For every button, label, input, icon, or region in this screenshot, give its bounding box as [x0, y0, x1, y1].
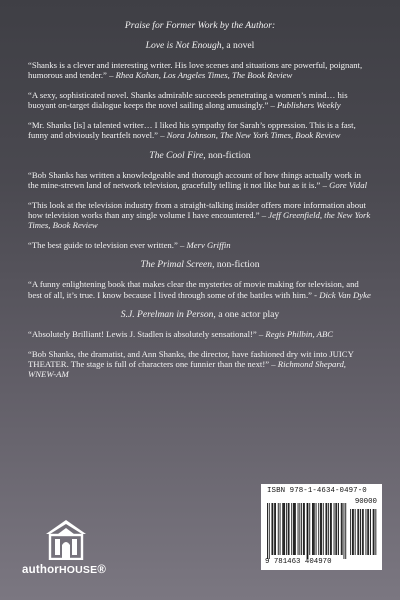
publisher-logo [22, 518, 112, 588]
barcode-addon-bar [374, 509, 375, 555]
barcode-addon-bar [373, 509, 374, 555]
isbn-number: ISBN 978-1-4634-0497-0 [267, 487, 367, 495]
barcode-bar [267, 503, 268, 559]
quote-text: “This look at the television industry from a straight-talking insider offers more information about how television works than any single volume I have encountered.” – [28, 199, 366, 220]
barcode-bar [328, 503, 329, 555]
barcode-addon-bar [375, 509, 376, 555]
barcode-addon-bar [350, 509, 351, 555]
barcode-bar [294, 503, 295, 555]
barcode-bar [282, 503, 283, 555]
section-title [28, 150, 372, 161]
quote-text: “Bob Shanks has written a knowledgeable and thorough account of how things actually work in the mine-strewn land of network television, gracefully telling it not like but as it is.” – [28, 169, 361, 191]
review-quote [28, 279, 372, 300]
quote-text: “Mr. Shanks [is] a talented writer… I liked his sympathy for Sarah’s oppression. This is a fast, funny and obviously heartfelt novel.” – [28, 119, 356, 141]
barcode-bar [275, 503, 276, 555]
quote-source: Gore Vidal [329, 180, 367, 191]
quote-source: Nora Johnson, The New York Times, Book Review [166, 130, 341, 141]
quote-text: “Shanks is a clever and interesting writer. His love scenes and situations are powerful, poignant, humorous and tender.” – [28, 60, 363, 81]
barcode-addon-bar [362, 509, 363, 555]
review-quote [28, 329, 372, 339]
barcode-bar [326, 503, 327, 555]
barcode-bar [336, 503, 337, 555]
barcode-bars [267, 497, 379, 559]
work-type: , non-fiction [203, 149, 251, 161]
work-title: S.J. Perelman in Person [120, 309, 214, 321]
barcode-bar [308, 503, 309, 559]
barcode-bar [299, 503, 300, 555]
barcode-bar [295, 503, 296, 555]
barcode-bar [272, 503, 273, 555]
review-quote [28, 200, 372, 231]
barcode-bar [309, 503, 310, 555]
work-title: Love is Not Enough [145, 40, 222, 51]
barcode-bar [278, 503, 279, 555]
barcode-addon-bar [363, 509, 364, 555]
authorhouse-logo-icon [44, 518, 88, 560]
quote-source: Regis Philbin, ABC [265, 329, 334, 340]
barcode-bar [291, 503, 292, 555]
quote-source: Richmond Shepard, WNEW-AM [28, 359, 346, 380]
barcode-addon-bar [370, 509, 371, 555]
barcode-addon-bar [367, 509, 368, 555]
quote-source: Publishers Weekly [276, 100, 341, 111]
section-title [28, 259, 372, 270]
barcode-bar [344, 503, 345, 559]
quote-text: “A sexy, sophisticated novel. Shanks admirable succeeds penetrating a women’s mind… his buoyant on-target dialogue keeps the novel sailing along amusingly.” – [28, 89, 348, 111]
barcode-bar [321, 503, 322, 555]
barcode-bar [330, 503, 331, 555]
barcode-bar [298, 503, 299, 555]
quote-source: Rhea Kohan, Los Angeles Times, The Book Review [115, 70, 293, 81]
barcode-bar [318, 503, 319, 555]
section-title [28, 309, 372, 320]
barcode-bar [323, 503, 324, 555]
barcode-bar [335, 503, 336, 555]
review-quote [28, 240, 372, 250]
barcode-bar [341, 503, 342, 555]
barcode-bar [334, 503, 335, 555]
barcode-bar [326, 503, 327, 555]
work-type: , a one actor play [213, 309, 280, 321]
barcode-bar [338, 503, 339, 555]
section-title [28, 40, 372, 51]
quote-text: “Absolutely Brilliant! Lewis J. Stadlen is absolutely sensational!” – [28, 329, 266, 340]
barcode-bar [303, 503, 304, 555]
quote-text: “Bob Shanks, the dramatist, and Ann Shanks, the director, have fashioned dry wit into JUICY THEATER. The stage is full of characters one funnier than the next!” – [28, 348, 354, 369]
barcode-addon-bar [368, 509, 369, 555]
barcode-bar [313, 503, 314, 555]
barcode-bar [274, 503, 275, 555]
barcode-bar [331, 503, 332, 555]
work-type: , non-fiction [212, 259, 260, 271]
barcode-bar [320, 503, 321, 555]
price-code: 90000 [354, 498, 377, 506]
barcode-digits: 9 781463 404970 [265, 558, 332, 566]
barcode-bar [289, 503, 290, 555]
barcode-addon-bar [366, 509, 367, 555]
quote-source: Jeff Greenfield, the New York Times, Book Review [28, 209, 371, 231]
barcode-addon-bar [357, 509, 358, 555]
praise-sections [28, 40, 372, 380]
praise-heading: Praise for Former Work by the Author: [124, 20, 276, 31]
quote-text: “A funny enlightening book that makes clear the mysteries of movie making for television, and best of all, it’s true. I know because I lived through some of the battles with him.” - [28, 279, 359, 300]
barcode-addon-bar [355, 509, 356, 555]
barcode-bar [272, 503, 273, 555]
barcode-bar [293, 503, 294, 555]
barcode-bar [286, 503, 287, 555]
barcode-bar [269, 503, 270, 559]
work-type: , a novel [221, 40, 255, 51]
review-quote [28, 90, 372, 111]
barcode-bar [301, 503, 302, 555]
barcode-bar [284, 503, 285, 555]
barcode-bar [280, 503, 281, 555]
barcode-addon-bar [352, 509, 353, 555]
barcode-bar [314, 503, 315, 555]
barcode-bar [316, 503, 317, 555]
isbn-barcode [261, 484, 382, 570]
quote-text: “The best guide to television ever written.” – [28, 239, 187, 250]
barcode-addon-bar [360, 509, 361, 555]
barcode-bar [288, 503, 289, 555]
quote-source: Dick Van Dyke [319, 289, 371, 300]
review-quote [28, 60, 372, 81]
barcode-bar [345, 503, 346, 559]
barcode-bar [283, 503, 284, 555]
review-quote [28, 349, 372, 380]
barcode-bar [304, 503, 305, 555]
work-title: The Primal Screen [140, 259, 213, 271]
review-quote [28, 170, 372, 191]
barcode-addon-bar [353, 509, 354, 555]
publisher-name: authorHOUSE® [22, 564, 107, 576]
barcode-addon-bar [358, 509, 359, 555]
review-quote [28, 120, 372, 141]
barcode-bar [307, 503, 308, 559]
barcode-bar [342, 503, 343, 555]
work-title: The Cool Fire [149, 149, 204, 161]
quote-source: Merv Griffin [186, 239, 231, 250]
barcode-bar [312, 503, 313, 555]
